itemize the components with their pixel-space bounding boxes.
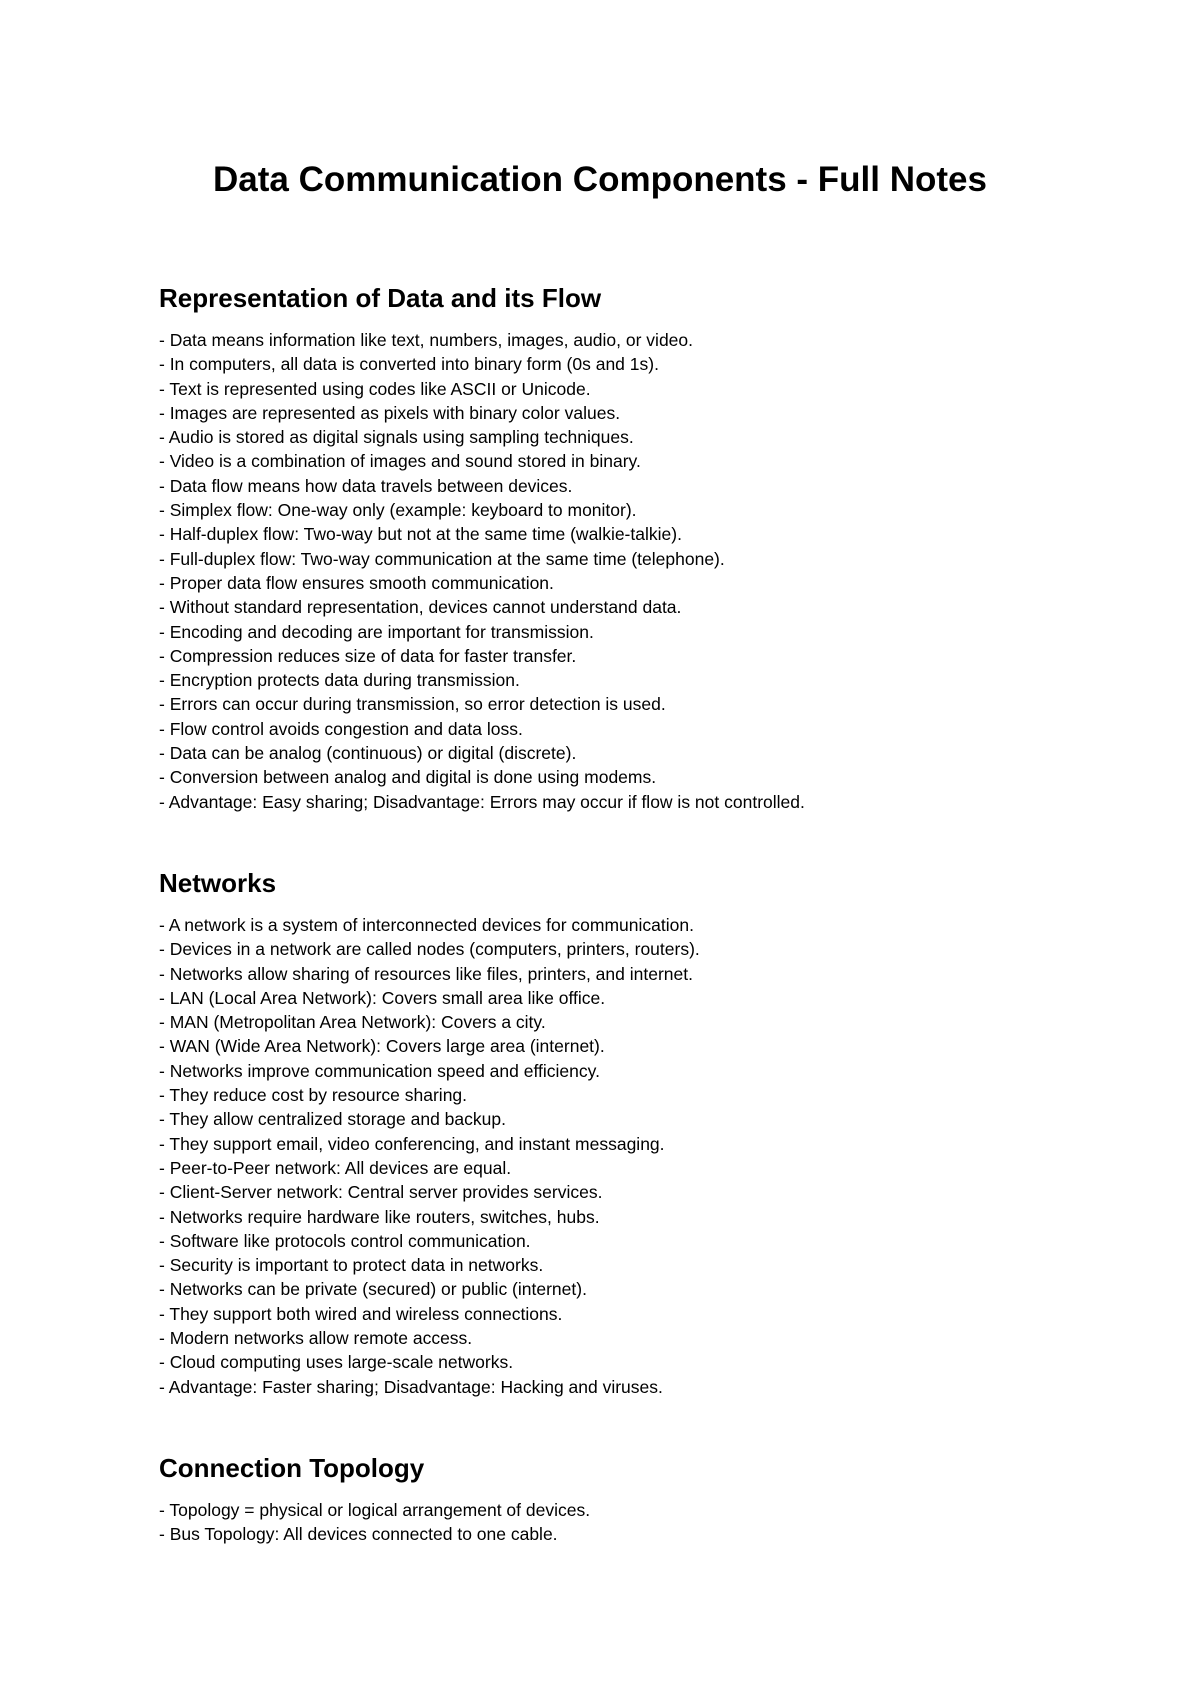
list-item: - Networks require hardware like routers, switches, hubs. <box>159 1206 600 1227</box>
section <box>159 282 1119 814</box>
list-item: - In computers, all data is converted into binary form (0s and 1s). <box>159 354 659 375</box>
list-item: - Text is represented using codes like ASCII or Unicode. <box>159 378 591 399</box>
bullet-list <box>159 913 1119 1399</box>
section <box>159 1452 1119 1547</box>
list-item: - LAN (Local Area Network): Covers small area like office. <box>159 987 606 1008</box>
section <box>159 867 1119 1399</box>
list-item: - Devices in a network are called nodes (computers, printers, routers). <box>159 939 700 960</box>
section-heading: Networks <box>159 868 277 898</box>
list-item: - Simplex flow: One-way only (example: keyboard to monitor). <box>159 500 637 521</box>
list-item: - Software like protocols control communication. <box>159 1230 531 1251</box>
list-item: - Client-Server network: Central server provides services. <box>159 1182 603 1203</box>
list-item: - A network is a system of interconnected devices for communication. <box>159 915 694 935</box>
list-item: - Networks allow sharing of resources like files, printers, and internet. <box>159 963 693 984</box>
bullet-list <box>159 1498 1119 1547</box>
list-item: - Full-duplex flow: Two-way communication at the same time (telephone). <box>159 548 725 569</box>
section-heading: Representation of Data and its Flow <box>159 283 602 313</box>
list-item: - They support both wired and wireless connections. <box>159 1303 563 1324</box>
list-item: - Images are represented as pixels with binary color values. <box>159 402 621 423</box>
list-item: - Flow control avoids congestion and data loss. <box>159 718 523 739</box>
list-item: - Networks can be private (secured) or public (internet). <box>159 1279 587 1300</box>
list-item: - Advantage: Faster sharing; Disadvantage: Hacking and viruses. <box>159 1376 663 1397</box>
list-item: - Advantage: Easy sharing; Disadvantage: Errors may occur if flow is not controlled. <box>159 791 805 812</box>
section-heading: Connection Topology <box>159 1453 425 1483</box>
list-item: - Errors can occur during transmission, so error detection is used. <box>159 694 666 715</box>
list-item: - Networks improve communication speed and efficiency. <box>159 1060 600 1081</box>
bullet-list <box>159 328 1119 814</box>
list-item: - WAN (Wide Area Network): Covers large area (internet). <box>159 1036 605 1057</box>
list-item: - Conversion between analog and digital is done using modems. <box>159 767 657 788</box>
list-item: - Cloud computing uses large-scale networks. <box>159 1352 514 1373</box>
list-item: - They reduce cost by resource sharing. <box>159 1085 468 1106</box>
list-item: - Compression reduces size of data for faster transfer. <box>159 645 577 666</box>
list-item: - Data can be analog (continuous) or digital (discrete). <box>159 743 577 764</box>
list-item: - Video is a combination of images and sound stored in binary. <box>159 451 641 472</box>
list-item: - Proper data flow ensures smooth communication. <box>159 572 554 593</box>
list-item: - Encoding and decoding are important for transmission. <box>159 621 594 642</box>
list-item: - They allow centralized storage and backup. <box>159 1109 506 1130</box>
list-item: - Peer-to-Peer network: All devices are equal. <box>159 1157 512 1178</box>
document-title: Data Communication Components - Full Notes <box>213 160 987 199</box>
list-item: - Data means information like text, numbers, images, audio, or video. <box>159 330 693 350</box>
list-item: - Audio is stored as digital signals using sampling techniques. <box>159 427 634 448</box>
list-item: - Without standard representation, devices cannot understand data. <box>159 597 682 618</box>
list-item: - Bus Topology: All devices connected to one cable. <box>159 1524 558 1545</box>
list-item: - Half-duplex flow: Two-way but not at the same time (walkie-talkie). <box>159 524 682 545</box>
list-item: - Topology = physical or logical arrangement of devices. <box>159 1500 591 1520</box>
list-item: - Modern networks allow remote access. <box>159 1328 473 1349</box>
list-item: - They support email, video conferencing, and instant messaging. <box>159 1133 665 1154</box>
list-item: - Encryption protects data during transmission. <box>159 670 520 691</box>
list-item: - Data flow means how data travels between devices. <box>159 475 573 496</box>
list-item: - MAN (Metropolitan Area Network): Covers a city. <box>159 1012 546 1033</box>
list-item: - Security is important to protect data in networks. <box>159 1255 544 1276</box>
